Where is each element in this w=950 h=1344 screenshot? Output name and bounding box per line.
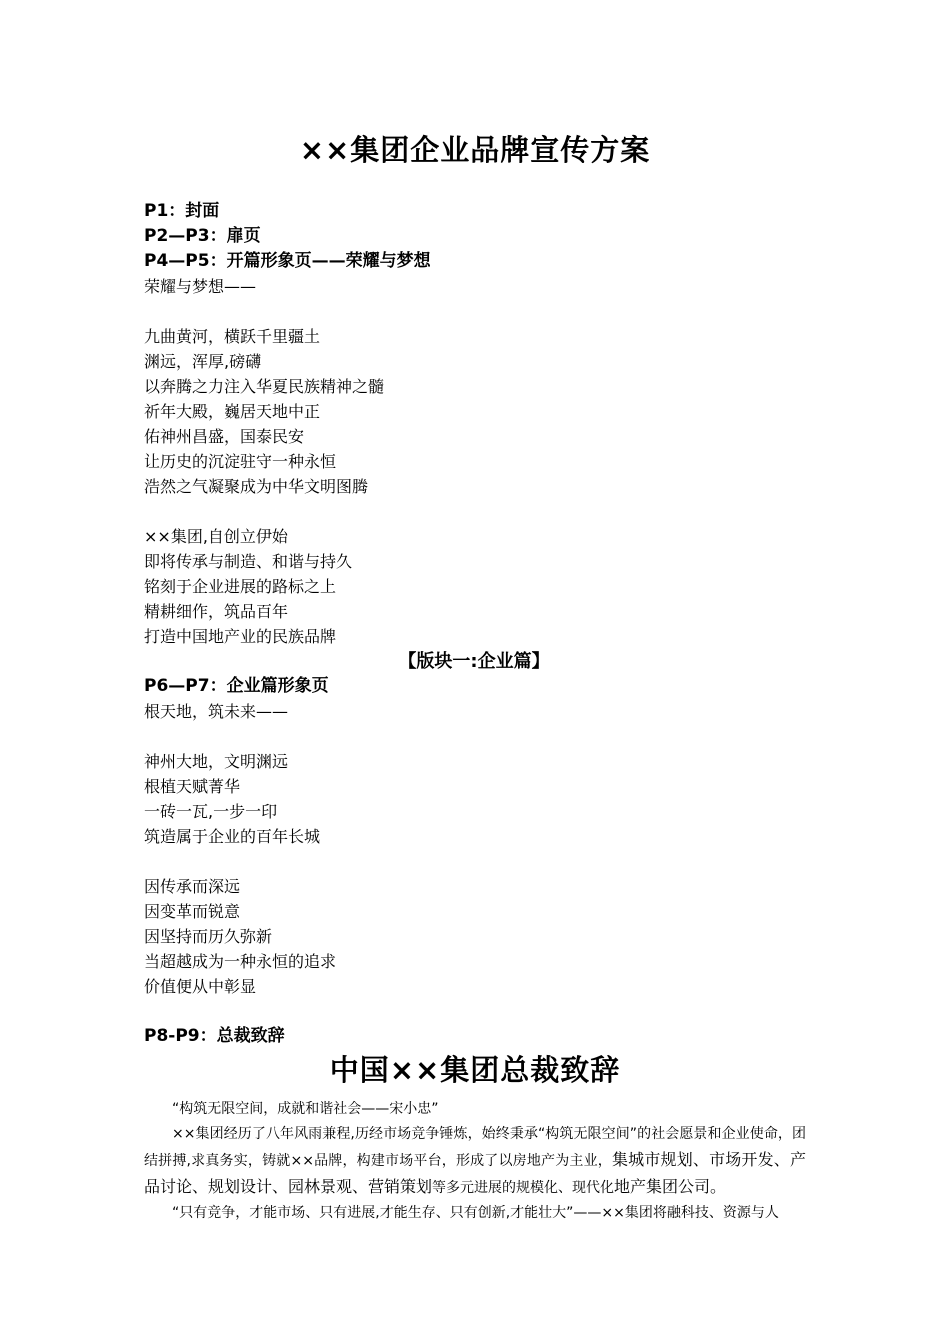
body-line: 当超越成为一种永恒的追求: [144, 952, 337, 971]
body-line: 铭刻于企业进展的路标之上: [144, 577, 337, 596]
blank-line: [144, 999, 824, 1024]
speech-title: 中国××集团总裁致辞: [329, 1053, 621, 1087]
blank-line: [144, 499, 824, 524]
body-line: 荣耀与梦想——: [144, 277, 257, 296]
body-line: 即将传承与制造、和谐与持久: [144, 552, 353, 571]
body-line: 一砖一瓦,一步一印: [144, 802, 278, 821]
body-line: 浩然之气凝聚成为中华文明图腾: [144, 477, 369, 496]
section-heading: P2—P3：扉页: [144, 226, 261, 246]
block-heading: 【版块一:企业篇】: [398, 651, 550, 672]
body-line: 以奔腾之力注入华夏民族精神之髓: [144, 377, 385, 396]
body-line: 因坚持而历久弥新: [144, 927, 273, 946]
body-line: 让历史的沉淀驻守一种永恒: [144, 452, 337, 471]
body-line: 筑造属于企业的百年长城: [144, 827, 321, 846]
speech-paragraph-text: ××集团经历了八年风雨兼程,历经市场竞争锤炼，始终秉承“构筑无限空间”的社会愿景和企业使命，团结拼搏,求真务实，铸就××品牌，构建市场平台，形成了以房地产为主业，: [144, 1126, 806, 1169]
body-line: ××集团,自创立伊始: [144, 527, 288, 546]
body-line: 因传承而深远: [144, 877, 241, 896]
speech-paragraph: [144, 1122, 806, 1201]
speech-paragraph-tail: 等多元进展的规模化、现代化: [432, 1180, 615, 1196]
body-line: 打造中国地产业的民族品牌: [144, 627, 337, 646]
body-line: 神州大地，文明渊远: [144, 752, 289, 771]
body-line: 祈年大殿，巍居天地中正: [144, 402, 321, 421]
document-body: [144, 199, 824, 1049]
blank-line: [144, 849, 824, 874]
body-line: 因变革而锐意: [144, 902, 241, 921]
speech-body: [144, 1097, 806, 1226]
blank-line: [144, 299, 824, 324]
body-line: 价值便从中彰显: [144, 977, 257, 996]
speech-quote: “构筑无限空间，成就和谐社会——宋小忠”: [172, 1101, 439, 1117]
body-line: 精耕细作，筑品百年: [144, 602, 289, 621]
blank-line: [144, 724, 824, 749]
document-title: ××集团企业品牌宣传方案: [299, 133, 651, 167]
body-line: 九曲黄河，横跃千里疆土: [144, 327, 321, 346]
section-heading: P1：封面: [144, 201, 220, 221]
speech-paragraph: “只有竞争，才能市场、只有进展,才能生存、只有创新,才能壮大”——××集团将融科技、资源与人: [172, 1205, 779, 1221]
body-line: 根天地，筑未来——: [144, 702, 289, 721]
section-heading: P4—P5：开篇形象页——荣耀与梦想: [144, 251, 431, 271]
section-heading: P6—P7：企业篇形象页: [144, 676, 329, 696]
speech-paragraph-end: 地产集团公司。: [614, 1177, 727, 1196]
body-line: 根植天赋菁华: [144, 777, 241, 796]
body-line: 渊远，浑厚,磅礴: [144, 352, 262, 371]
speech-paragraph-emphasis: 集城市规划、市场开发、产品讨论、规划设计、园林景观、营销策划: [144, 1150, 806, 1196]
body-line: 佑神州昌盛，国泰民安: [144, 427, 305, 446]
section-heading: P8-P9：总裁致辞: [144, 1026, 285, 1046]
